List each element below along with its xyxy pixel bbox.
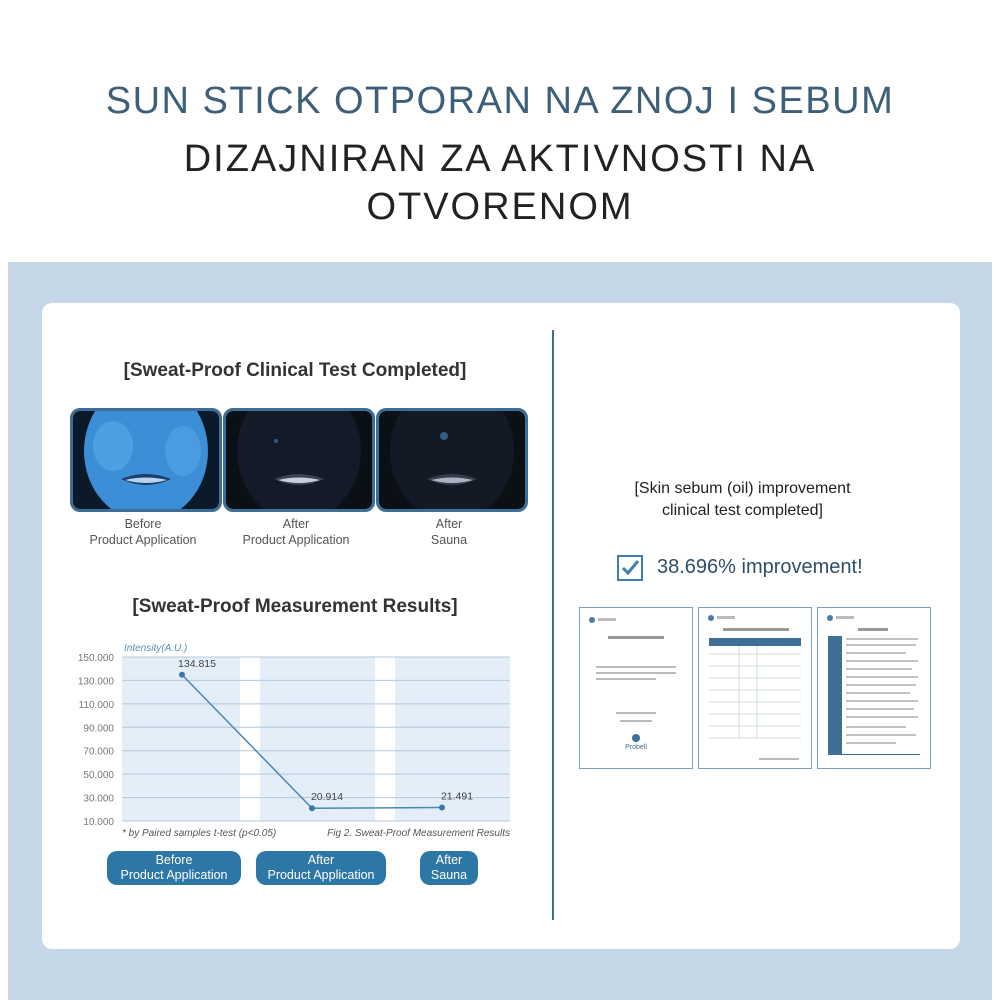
face-caption-after-application: After Product Application: [242, 517, 350, 547]
checkbox-checked-icon: [617, 555, 643, 581]
clinical-test-title: [Sweat-Proof Clinical Test Completed]: [123, 360, 467, 381]
chart-data-label: 21.491: [440, 790, 474, 803]
chart-y-tick-label: 50.000: [83, 770, 114, 782]
vertical-divider: [552, 330, 554, 920]
chart-y-tick-label: 70.000: [83, 746, 114, 758]
doc-logo-text: Probell: [625, 744, 647, 751]
chart-y-tick-label: 10.000: [83, 817, 114, 828]
measurement-results-title: [Sweat-Proof Measurement Results]: [132, 596, 458, 617]
pill-after-sauna: After Sauna: [420, 851, 478, 885]
header: [0, 0, 1000, 262]
chart-y-tick-label: 30.000: [83, 793, 114, 805]
chart-figure-caption: Fig 2. Sweat-Proof Measurement Results: [327, 828, 510, 839]
chart-y-tick-label: 150.000: [77, 653, 114, 664]
chart-data-point: [309, 805, 315, 811]
chart-data-label: 134.815: [178, 657, 216, 670]
chart-y-tick-label: 90.000: [83, 723, 114, 735]
face-image-after-application: [223, 408, 375, 512]
chart-category-band-1: [122, 657, 240, 821]
headline-primary: SUN STICK OTPORAN NA ZNOJ I SEBUM: [105, 80, 895, 122]
face-caption-before: Before Product Application: [89, 517, 197, 547]
face-image-before: [70, 408, 222, 512]
improvement-text: 38.696% improvement!: [657, 556, 863, 578]
face-image-after-sauna: [376, 408, 528, 512]
chart-data-point: [439, 805, 445, 811]
report-document-cover: [579, 607, 693, 769]
chart-y-axis-label: Intensity(A.U.): [124, 643, 188, 654]
pill-after-application: After Product Application: [256, 851, 386, 885]
sebum-test-title: [Skin sebum (oil) improvement clinical test completed]: [634, 480, 851, 519]
chart-data-label: 20.914: [310, 791, 344, 804]
pill-before-application: Before Product Application: [107, 851, 241, 885]
face-caption-after-sauna: After Sauna: [430, 517, 468, 547]
report-document-details: [817, 607, 931, 769]
chart-y-tick-label: 130.000: [77, 676, 114, 688]
report-document-table: [698, 607, 812, 769]
chart-footnote: * by Paired samples t-test (p<0.05): [122, 828, 277, 839]
headline-secondary: DIZAJNIRAN ZA AKTIVNOSTI NA OTVORENOM: [183, 138, 817, 228]
sweat-proof-line-chart: [70, 640, 520, 850]
chart-data-point: [179, 672, 185, 678]
chart-y-tick-label: 110.000: [78, 699, 114, 711]
